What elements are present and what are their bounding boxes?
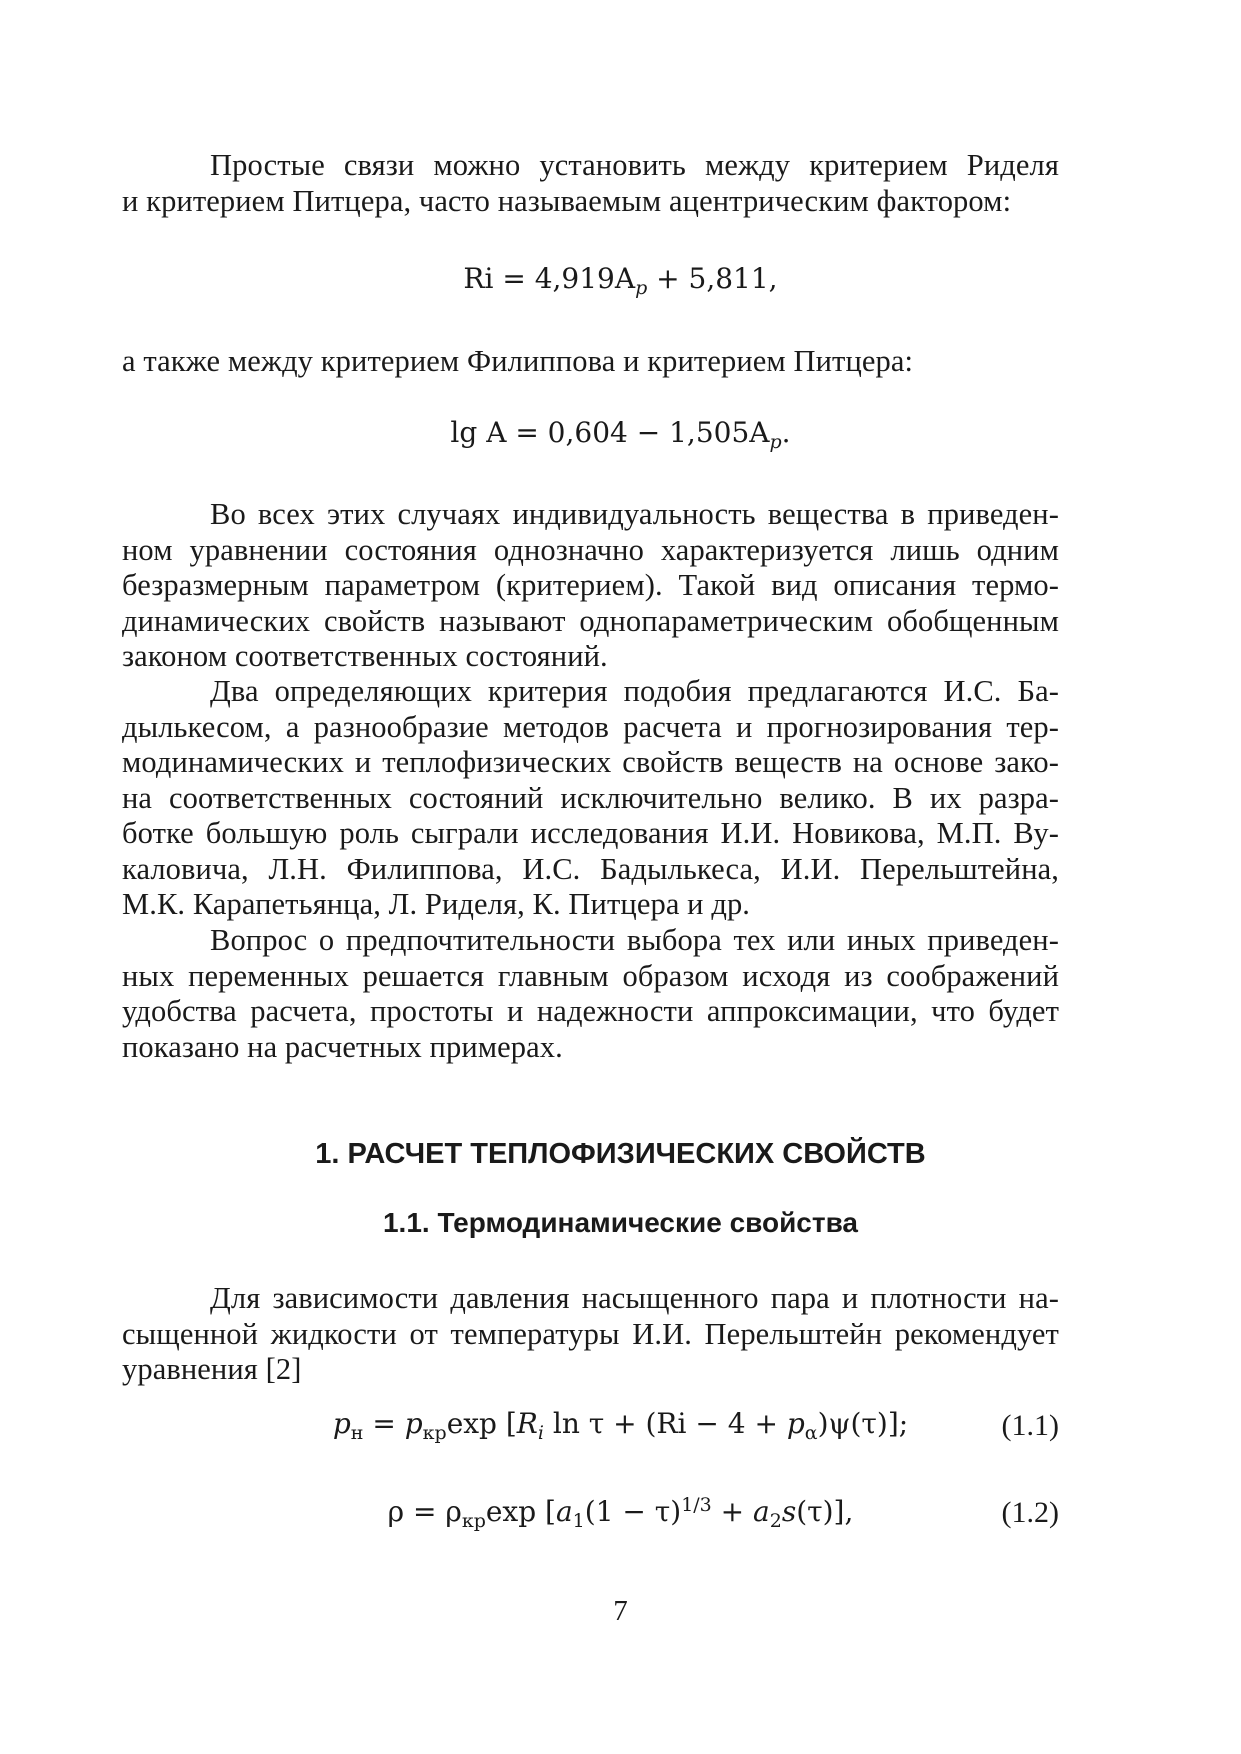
formula-text: ρ = ρ (387, 1495, 462, 1528)
text-line: Два определяющих критерия подобия предлагаются И.С. Ба- (210, 674, 1059, 708)
text-line: законом соответственных состояний. (122, 639, 608, 673)
section-heading: 1. РАСЧЕТ ТЕПЛОФИЗИЧЕСКИХ СВОЙСТВ (315, 1138, 926, 1170)
formula-text: s (781, 1495, 797, 1528)
formula-text: a (753, 1495, 770, 1528)
paragraph-one-parameter (122, 497, 1059, 675)
formula-text: R (516, 1407, 538, 1440)
formula-text: = (363, 1407, 405, 1440)
formula-text: exp [ (446, 1407, 517, 1440)
text-line: сыщенной жидкости от температуры И.И. Перельштейн рекомендует (122, 1316, 1059, 1351)
text-line: а также между критерием Филиппова и критерием Питцера: (122, 344, 914, 378)
page-number: 7 (613, 1595, 628, 1627)
text-line: и критерием Питцера, часто называемым ацентрическим фактором: (122, 183, 1012, 218)
formula-lg-a (0, 416, 1241, 453)
formula-text: (τ)], (796, 1495, 854, 1528)
equation-number: (1.2) (1001, 1496, 1059, 1529)
formula-superscript: 1/3 (681, 1494, 712, 1516)
text-line: удобства расчета, простоты и надежности аппроксимации, что будет (122, 994, 1059, 1028)
formula-subscript: 1 (572, 1510, 585, 1532)
text-line: безразмерным параметром (критерием). Такой вид описания термо- (122, 568, 1059, 602)
text-line: Во всех этих случаях индивидуальность вещества в приведен- (210, 497, 1059, 531)
formula-subscript: кр (461, 1510, 486, 1532)
formula-subscript: p (635, 277, 648, 299)
formula-text: )ψ(τ)]; (817, 1407, 909, 1440)
text-line: дылькесом, а разнообразие методов расчета и прогнозирования тер- (122, 709, 1059, 744)
text-line: модинамических и теплофизических свойств веществ на основе зако- (122, 745, 1059, 779)
formula-text: p (332, 1407, 351, 1440)
paragraph-perelshtein (122, 1281, 1059, 1388)
text-line: каловича, Л.Н. Филиппова, И.С. Бадылькеса, И.И. Перельштейна, (122, 851, 1059, 886)
formula-ri (0, 262, 1241, 299)
paragraph-filippov (122, 344, 1059, 380)
text-line: динамических свойств называют однопараметрическим обобщенным (122, 603, 1059, 638)
text-line: ном уравнении состояния однозначно характеризуется лишь одним (122, 532, 1059, 567)
formula-text: ln τ + (Ri − 4 + (543, 1407, 787, 1440)
text-line: Вопрос о предпочтительности выбора тех или иных приведен- (210, 923, 1059, 957)
formula-subscript: н (350, 1422, 364, 1444)
text-line: уравнения [2] (122, 1352, 302, 1386)
formula-text: . (781, 416, 791, 449)
text-line: показано на расчетных примерах. (122, 1029, 563, 1064)
text-line: ных переменных решается главным образом исходя из соображений (122, 958, 1059, 993)
equation-number: (1.1) (1001, 1409, 1059, 1442)
text-line: на соответственных состояний исключительно велико. В их разра- (122, 780, 1059, 815)
formula-text: (1 − τ) (584, 1495, 682, 1528)
paragraph-two-criteria (122, 674, 1059, 923)
formula-text: + (711, 1495, 754, 1528)
formula-subscript: p (769, 431, 782, 453)
formula-text: + 5,811, (647, 262, 778, 295)
formula-subscript: 2 (769, 1510, 782, 1532)
paragraph-ridel-pitzer (122, 148, 1059, 219)
formula-text: a (555, 1495, 573, 1528)
paragraph-preference (122, 923, 1059, 1065)
text-line: М.К. Карапетьянца, Л. Риделя, К. Питцера и др. (122, 887, 751, 921)
formula-subscript: i (537, 1422, 544, 1444)
formula-subscript: α (804, 1422, 818, 1444)
formula-text: exp [ (485, 1495, 556, 1528)
text-line: ботке большую роль сыграли исследования И.И. Новикова, М.П. Ву- (122, 816, 1059, 850)
formula-text: lg A = 0,604 − 1,505A (450, 416, 770, 449)
formula-text: Ri = 4,919A (463, 262, 636, 295)
subsection-heading: 1.1. Термодинамические свойства (382, 1207, 858, 1238)
formula-subscript: кр (422, 1422, 447, 1444)
formula-text: p (404, 1407, 423, 1440)
text-line: Простые связи можно установить между критерием Риделя (210, 148, 1059, 182)
text-line: Для зависимости давления насыщенного пара и плотности на- (210, 1281, 1059, 1315)
formula-text: p (786, 1407, 805, 1440)
